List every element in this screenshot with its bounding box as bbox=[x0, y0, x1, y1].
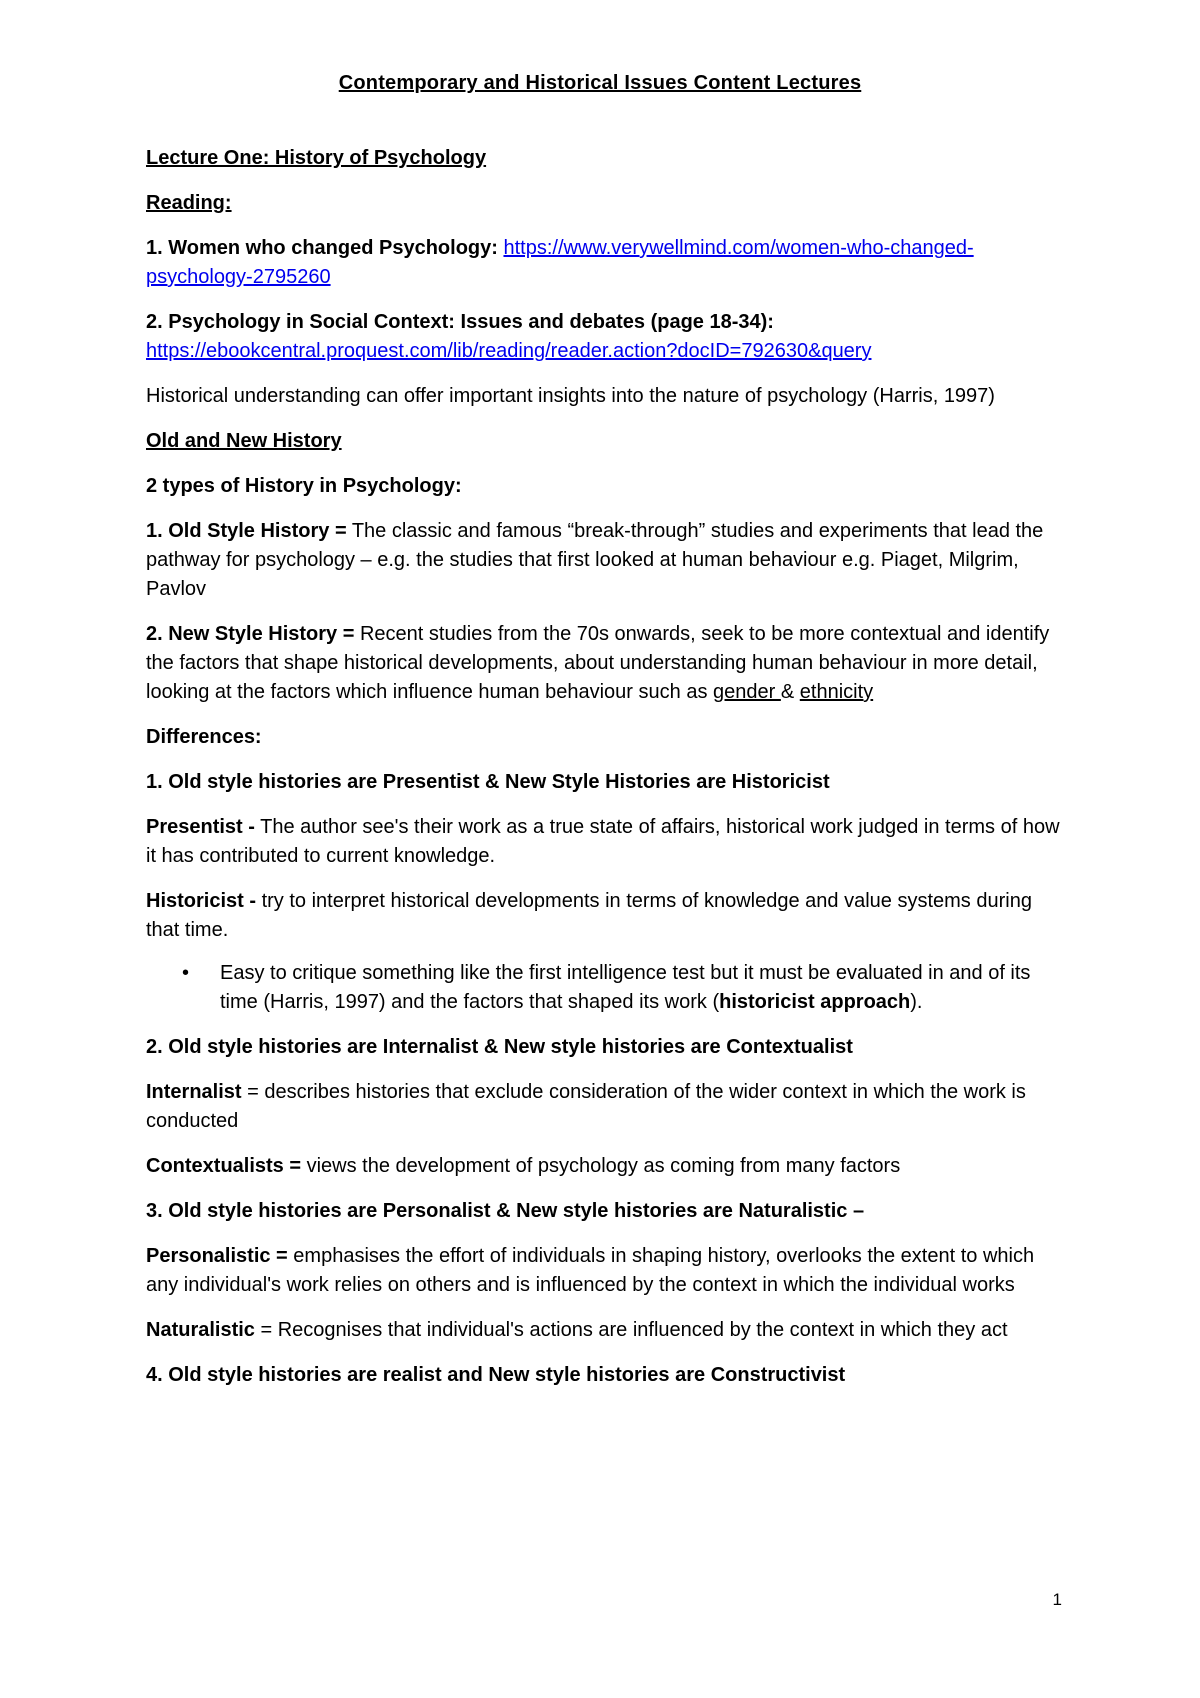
bullet-text: Easy to critique something like the first intelligence test but it must be evaluated in and of its time (Harris, 1997) and the factors that shaped its work ( bbox=[220, 962, 1031, 1013]
old-style-text: The classic and famous “break-through” studies and experiments that lead the pathway for psychology – e.g. the studies that first looked at human behaviour e.g. Piaget, Milgrim, Pavlov bbox=[146, 520, 1044, 600]
bullet-icon: • bbox=[182, 962, 190, 984]
reading-2-label: 2. Psychology in Social Context: Issues and debates (page 18-34): bbox=[146, 311, 774, 333]
bullet-end: ). bbox=[910, 991, 923, 1013]
reading-2-link[interactable]: https://ebookcentral.proquest.com/lib/reading/reader.action?docID=792630&query bbox=[146, 340, 872, 362]
internalist-text: = describes histories that exclude consideration of the wider context in which the work is conducted bbox=[146, 1081, 1026, 1132]
difference-2-heading: 2. Old style histories are Internalist & New style histories are Contextualist bbox=[146, 1036, 853, 1058]
intro-paragraph: Historical understanding can offer important insights into the nature of psychology (Harris, 1997) bbox=[146, 385, 995, 407]
lecture-heading: Lecture One: History of Psychology bbox=[146, 147, 487, 169]
contextualists-text: views the development of psychology as coming from many factors bbox=[301, 1155, 901, 1177]
contextualists-term: Contextualists = bbox=[146, 1155, 302, 1177]
internalist-term: Internalist bbox=[146, 1081, 242, 1103]
differences-heading: Differences: bbox=[146, 726, 262, 748]
reading-heading: Reading: bbox=[146, 192, 232, 214]
reading-1-link[interactable]: https://www.verywellmind.com/women-who-changed-psychology-2795260 bbox=[146, 237, 974, 288]
page-number: 1 bbox=[1052, 1590, 1062, 1609]
historicist-paragraph bbox=[146, 887, 1066, 945]
old-style-paragraph bbox=[146, 517, 1066, 604]
personalistic-term: Personalistic = bbox=[146, 1245, 288, 1267]
bullet-list bbox=[146, 959, 1066, 1017]
gender-term: gender bbox=[713, 681, 781, 703]
contextualists-paragraph bbox=[146, 1152, 1066, 1181]
bullet-bold-text: historicist approach bbox=[719, 991, 911, 1013]
old-new-history-heading: Old and New History bbox=[146, 430, 342, 452]
historicist-term: Historicist - bbox=[146, 890, 257, 912]
presentist-text: The author see's their work as a true state of affairs, historical work judged in terms of how it has contributed to current knowledge. bbox=[146, 816, 1060, 867]
old-style-term: 1. Old Style History = bbox=[146, 520, 347, 542]
reading-item-2 bbox=[146, 308, 1066, 366]
personalistic-text: emphasises the effort of individuals in shaping history, overlooks the extent to which any individual's work relies on others and is influenced by the context in which the individual works bbox=[146, 1245, 1035, 1296]
new-style-term: 2. New Style History = bbox=[146, 623, 355, 645]
historicist-text: try to interpret historical developments in terms of knowledge and value systems during that time. bbox=[146, 890, 1032, 941]
naturalistic-text: = Recognises that individual's actions are influenced by the context in which they act bbox=[254, 1319, 1008, 1341]
difference-4-heading: 4. Old style histories are realist and New style histories are Constructivist bbox=[146, 1364, 846, 1386]
naturalistic-paragraph bbox=[146, 1316, 1066, 1345]
document-title: Contemporary and Historical Issues Content Lectures bbox=[338, 72, 862, 94]
types-heading: 2 types of History in Psychology: bbox=[146, 475, 462, 497]
naturalistic-term: Naturalistic bbox=[146, 1319, 255, 1341]
document-body bbox=[146, 144, 1066, 1406]
list-item bbox=[146, 959, 1066, 1017]
difference-3-heading: 3. Old style histories are Personalist & New style histories are Naturalistic – bbox=[146, 1200, 865, 1222]
ampersand: & bbox=[780, 681, 800, 703]
presentist-paragraph bbox=[146, 813, 1066, 871]
reading-item-1 bbox=[146, 234, 1066, 292]
difference-1-heading: 1. Old style histories are Presentist & New Style Histories are Historicist bbox=[146, 771, 830, 793]
reading-1-label: 1. Women who changed Psychology: bbox=[146, 237, 504, 259]
presentist-term: Presentist - bbox=[146, 816, 255, 838]
new-style-paragraph bbox=[146, 620, 1066, 707]
new-style-text: Recent studies from the 70s onwards, seek to be more contextual and identify the factors that shape historical developments, about understanding human behaviour in more detail, looking at the factors which influence human behaviour such as bbox=[146, 623, 1050, 703]
ethnicity-term: ethnicity bbox=[799, 681, 874, 703]
internalist-paragraph bbox=[146, 1078, 1066, 1136]
personalistic-paragraph bbox=[146, 1242, 1066, 1300]
